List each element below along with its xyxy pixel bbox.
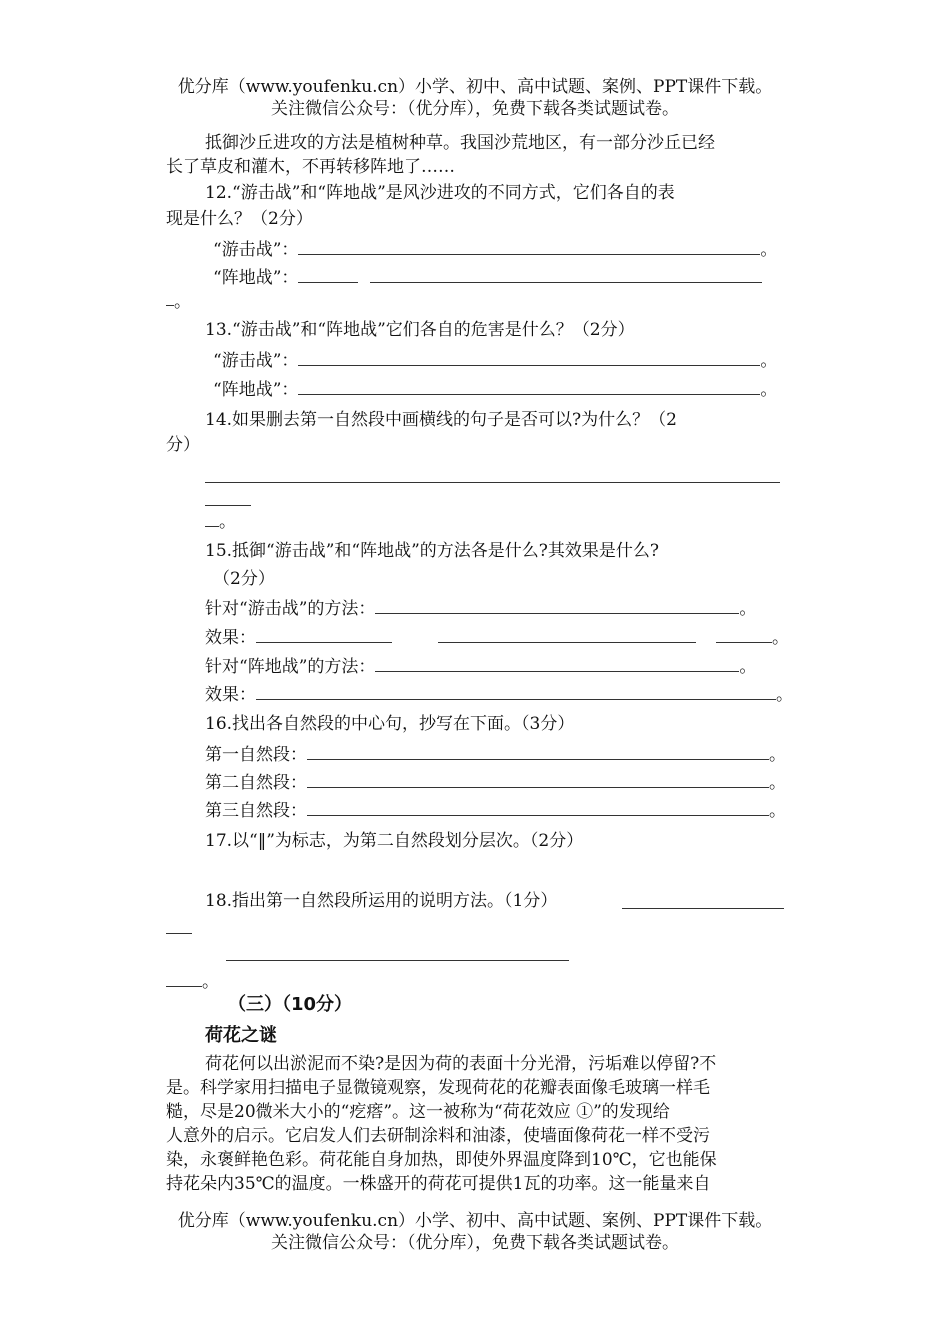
q12-label-a: “游击战”： [213,240,299,260]
q16-p2-label: 第二自然段： [205,773,307,793]
q12-answer-a [213,238,777,262]
period: 。 [760,380,778,400]
q16-p3-label: 第三自然段： [205,801,307,821]
q15-effect-a-blank-2[interactable] [438,627,696,643]
q16-p2 [205,771,786,795]
q15-effect-b [205,683,793,707]
header-line-1: 优分库（www.youfenku.cn）小学、初中、高中试题、案例、PPT课件下载。 [177,77,773,97]
q16-text: 16.找出各自然段的中心句，抄写在下面。（3分） [205,714,575,734]
header-line-2: 关注微信公众号：（优分库），免费下载各类试题试卷。 [271,99,679,119]
section3-line-4: 人意外的启示。它启发人们去研制涂料和油漆，使墙面像荷花一样不受污 [166,1126,710,1146]
q13-blank-a[interactable] [298,350,760,366]
q15-effect-b-label: 效果： [205,685,256,705]
period: 。 [202,972,219,992]
q13-answer-b [213,378,777,402]
period: 。 [739,599,757,619]
q14-blank-1[interactable] [205,482,780,483]
q15-effect-a [205,626,789,650]
period: 。 [776,685,793,705]
q14-text-1: 14.如果删去第一自然段中画横线的句子是否可以?为什么？（2 [205,410,677,430]
q13-label-a: “游击战”： [213,351,299,371]
q12-blank-a[interactable] [298,239,760,255]
q13-blank-b[interactable] [298,379,760,395]
q15-effect-a-label: 效果： [205,628,256,648]
q12-text-2: 现是什么？（2分） [166,209,313,229]
period: 。 [769,745,786,765]
q12-blank-b1[interactable] [298,267,358,283]
q18-text: 18.指出第一自然段所运用的说明方法。（1分） [205,891,558,911]
q18-blank-4[interactable] [166,986,202,987]
q18-blank-2[interactable] [166,933,192,934]
q18-blank-3[interactable] [226,960,569,961]
intro-line-2: 长了草皮和灌木，不再转移阵地了…… [166,157,455,177]
q15-method-b-label: 针对“阵地战”的方法： [205,657,376,677]
q12-blank-b2[interactable] [370,267,762,283]
q15-method-a [205,597,756,621]
q15-text-1: 15.抵御“游击战”和“阵地战”的方法各是什么?其效果是什么? [205,541,660,561]
q16-p1-blank[interactable] [307,744,769,760]
section3-line-6: 持花朵内35℃的温度。一株盛开的荷花可提供1瓦的功率。这一能量来自 [166,1174,711,1194]
q15-method-b-blank[interactable] [375,656,739,672]
q15-effect-a-blank-3[interactable] [716,627,772,643]
q15-method-b [205,655,756,679]
q16-p1-label: 第一自然段： [205,745,307,765]
q13-text: 13.“游击战”和“阵地战”它们各自的危害是什么？（2分） [205,320,635,340]
q14-blank-2[interactable] [205,505,251,506]
intro-line-1: 抵御沙丘进攻的方法是植树种草。我国沙荒地区，有一部分沙丘已经 [205,133,715,153]
period: 。 [760,351,778,371]
period: 。 [769,801,786,821]
q14-text-2: 分） [166,435,200,455]
section3-line-5: 染，永褒鲜艳色彩。荷花能自身加热，即使外界温度降到10℃，它也能保 [166,1150,717,1170]
section3-heading: （三）（10分） [228,994,353,1015]
section3-title: 荷花之谜 [205,1025,277,1046]
q16-p1 [205,743,786,767]
section3-line-1: 荷花何以出淤泥而不染?是因为荷的表面十分光滑，污垢难以停留?不 [205,1054,717,1074]
q15-text-2: （2分） [213,569,275,589]
period: 。 [219,512,236,532]
q13-answer-a [213,349,777,373]
section3-line-2: 是。科学家用扫描电子显微镜观察，发现荷花的花瓣表面像毛玻璃一样毛 [166,1078,710,1098]
q17-text: 17.以“‖”为标志，为第二自然段划分层次。（2分） [205,831,584,851]
q16-p2-blank[interactable] [307,772,769,788]
period: 。 [174,292,191,312]
section3-line-3: 糙，尽是20微米大小的“疙瘩”。这一被称为“荷花效应 ①”的发现给 [166,1102,670,1122]
q12-label-b: “阵地战”： [213,268,299,288]
q18-blank-1[interactable] [622,908,784,909]
footer-line-2: 关注微信公众号：（优分库），免费下载各类试题试卷。 [271,1233,679,1253]
q15-effect-a-blank-1[interactable] [256,627,392,643]
q12-answer-b [213,266,762,290]
q16-p3-blank[interactable] [307,800,769,816]
q12-text-1: 12.“游击战”和“阵地战”是风沙进攻的不同方式，它们各自的表 [205,183,675,203]
q15-method-a-blank[interactable] [375,598,739,614]
period: 。 [760,240,778,260]
period: 。 [772,628,789,648]
q16-p3 [205,799,786,823]
period: 。 [739,657,757,677]
q15-effect-b-blank[interactable] [256,684,776,700]
q14-blank-3[interactable] [205,526,219,527]
q15-method-a-label: 针对“游击战”的方法： [205,599,376,619]
q13-label-b: “阵地战”： [213,380,299,400]
footer-line-1: 优分库（www.youfenku.cn）小学、初中、高中试题、案例、PPT课件下载。 [177,1211,773,1231]
q12-blank-b3[interactable] [166,305,174,306]
period: 。 [769,773,786,793]
